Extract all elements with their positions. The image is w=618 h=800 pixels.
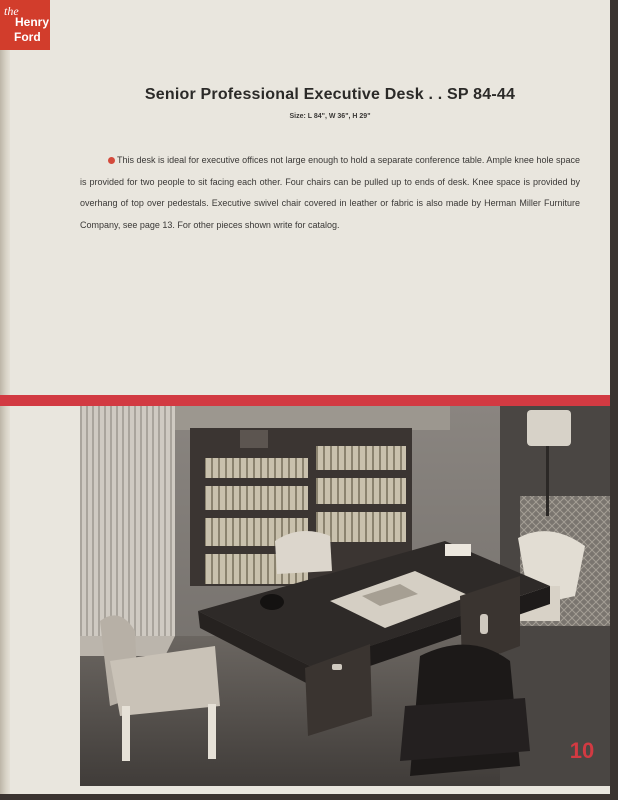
logo-the: the bbox=[4, 4, 19, 18]
office-photo-illustration bbox=[80, 406, 610, 786]
product-description bbox=[80, 150, 580, 236]
henry-ford-logo bbox=[0, 0, 50, 50]
red-divider-band bbox=[0, 395, 610, 406]
curtain bbox=[80, 406, 175, 636]
page-edge-right bbox=[610, 0, 618, 800]
page-edge-bottom bbox=[0, 794, 618, 800]
product-title: Senior Professional Executive Desk . . SP 84-44 bbox=[144, 86, 516, 103]
page-number: 10 bbox=[569, 738, 595, 763]
telephone bbox=[260, 594, 284, 610]
logo-henry: Henry bbox=[15, 15, 50, 29]
red-bullet-icon bbox=[108, 157, 115, 164]
product-size: Size: L 84", W 36", H 29" bbox=[289, 113, 371, 120]
logo-ford: Ford bbox=[14, 30, 41, 44]
lamp-shade bbox=[527, 410, 571, 446]
office-photo bbox=[80, 406, 610, 786]
description-text: This desk is ideal for executive offices not large enough to hold a separate conference table. Ample knee hole space is provided for two people to sit facing each other. Four chairs can be pulled up to ends of desk. Knee space is provided by overhang of top over pedestals. Executive swivel chair covered in leather or fabric is also made by Herman Miller Furniture Company, see page 13. For other pieces shown write for catalog. bbox=[80, 155, 580, 230]
back-chair bbox=[275, 531, 332, 574]
